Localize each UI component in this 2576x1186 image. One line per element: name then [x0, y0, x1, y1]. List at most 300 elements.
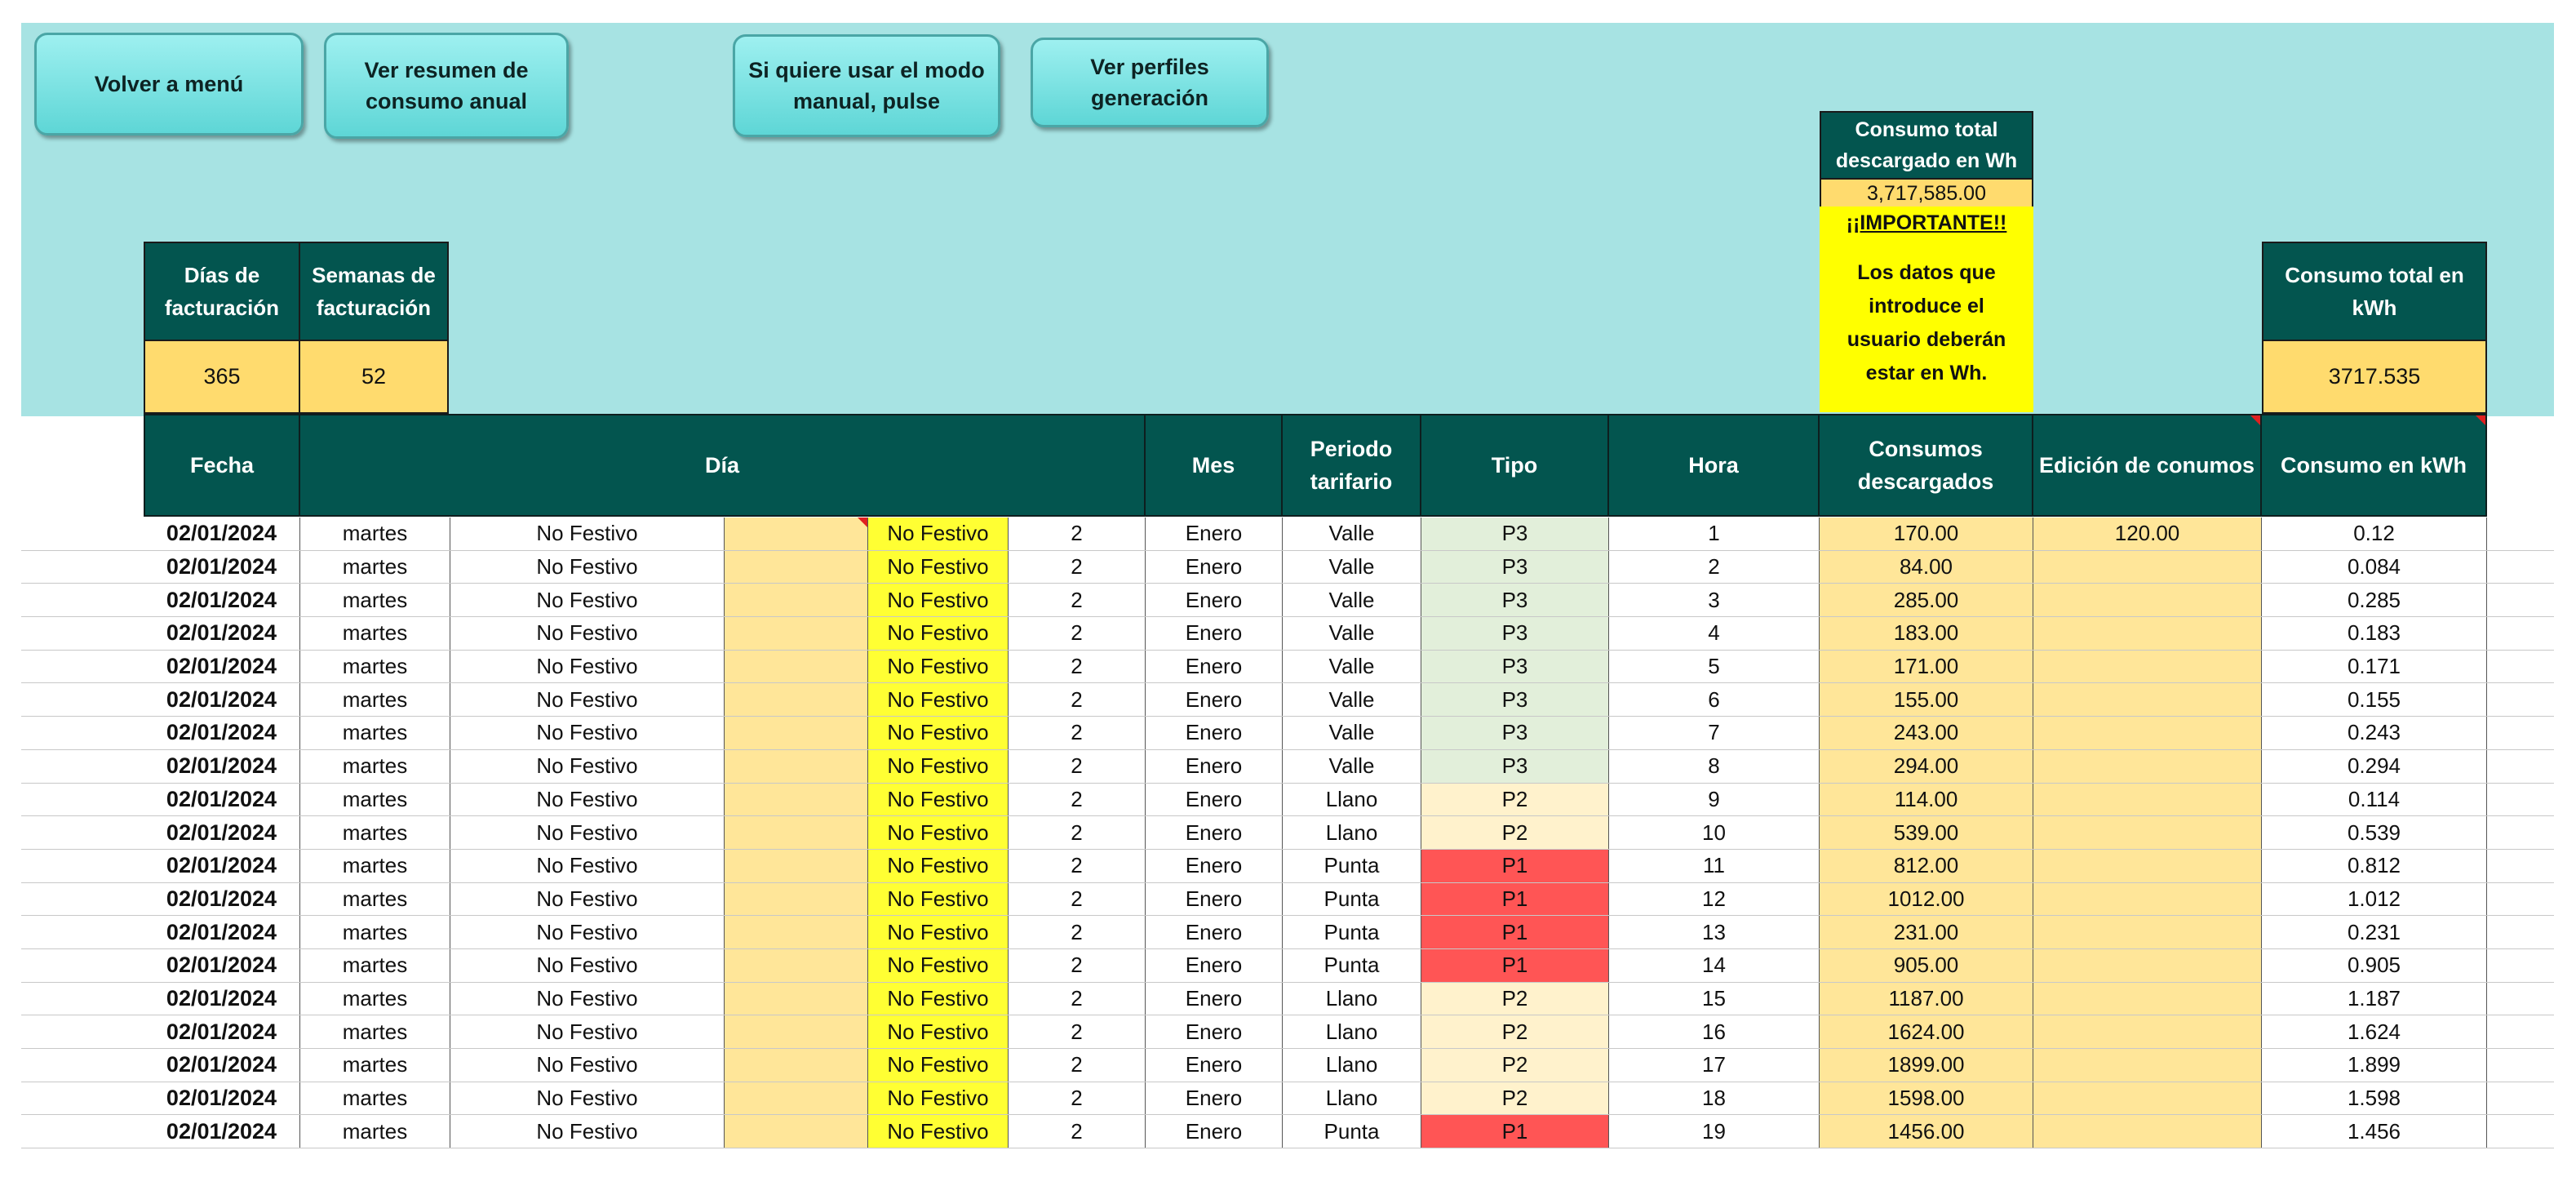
periodo-cell[interactable]: Punta	[1283, 949, 1421, 982]
table-row	[21, 816, 2554, 850]
tipo-cell[interactable]: P3	[1421, 551, 1609, 584]
row-gutter[interactable]	[21, 750, 144, 783]
hora-cell[interactable]: 5	[1609, 651, 1820, 683]
dia-cell[interactable]: martes	[300, 883, 450, 916]
mes-cell[interactable]: Enero	[1146, 983, 1283, 1015]
consumo-cell[interactable]: 285.00	[1820, 584, 2033, 616]
blank-cell[interactable]	[725, 949, 868, 982]
row-gutter[interactable]	[21, 883, 144, 916]
col-fecha: Fecha	[144, 414, 300, 517]
fecha-cell[interactable]: 02/01/2024	[144, 983, 300, 1015]
table-row	[21, 883, 2554, 917]
periodo-cell[interactable]: Llano	[1283, 1015, 1421, 1048]
hora-cell[interactable]: 18	[1609, 1082, 1820, 1115]
blank-cell[interactable]	[725, 617, 868, 650]
table-row	[21, 517, 2554, 551]
kwh-cell[interactable]: 0.243	[2262, 717, 2487, 749]
hora-cell[interactable]: 9	[1609, 784, 1820, 816]
hora-cell[interactable]: 2	[1609, 551, 1820, 584]
dia-cell[interactable]: martes	[300, 1115, 450, 1148]
blank-cell[interactable]	[725, 551, 868, 584]
blank-cell[interactable]	[725, 750, 868, 783]
festivo-cell[interactable]: No Festivo	[450, 1082, 725, 1115]
fecha-cell[interactable]: 02/01/2024	[144, 916, 300, 948]
periodo-cell[interactable]: Punta	[1283, 850, 1421, 882]
dia-cell[interactable]: martes	[300, 517, 450, 550]
dia-cell[interactable]: martes	[300, 850, 450, 882]
festivo-cell[interactable]: No Festivo	[450, 1015, 725, 1048]
dia-num-cell[interactable]: 2	[1009, 983, 1146, 1015]
tipo-cell[interactable]: P1	[1421, 1115, 1609, 1148]
periodo-cell[interactable]: Valle	[1283, 517, 1421, 550]
dia-num-cell[interactable]: 2	[1009, 750, 1146, 783]
dia-num-cell[interactable]: 2	[1009, 1115, 1146, 1148]
ver-perfiles-button[interactable]: Ver perfiles generación	[1031, 38, 1269, 127]
edicion-cell[interactable]	[2033, 784, 2262, 816]
edicion-cell[interactable]	[2033, 1015, 2262, 1048]
fecha-cell[interactable]: 02/01/2024	[144, 949, 300, 982]
col-periodo: Periodo tarifario	[1283, 414, 1421, 517]
edicion-cell[interactable]	[2033, 816, 2262, 849]
fecha-cell[interactable]: 02/01/2024	[144, 750, 300, 783]
dia-cell[interactable]: martes	[300, 983, 450, 1015]
column-headers	[144, 414, 2487, 517]
festivo-cell[interactable]: No Festivo	[450, 816, 725, 849]
edicion-cell[interactable]: 120.00	[2033, 517, 2262, 550]
festivo-cell[interactable]: No Festivo	[450, 551, 725, 584]
festivo-flag-cell[interactable]: No Festivo	[868, 1015, 1009, 1048]
blank-cell[interactable]	[725, 1015, 868, 1048]
edicion-cell[interactable]	[2033, 584, 2262, 616]
mes-cell[interactable]: Enero	[1146, 1015, 1283, 1048]
edicion-cell[interactable]	[2033, 683, 2262, 716]
edicion-cell[interactable]	[2033, 883, 2262, 916]
fecha-cell[interactable]: 02/01/2024	[144, 784, 300, 816]
kwh-cell[interactable]: 0.231	[2262, 916, 2487, 948]
row-gutter[interactable]	[21, 949, 144, 982]
festivo-flag-cell[interactable]: No Festivo	[868, 784, 1009, 816]
mes-cell[interactable]: Enero	[1146, 584, 1283, 616]
fecha-cell[interactable]: 02/01/2024	[144, 850, 300, 882]
festivo-cell[interactable]: No Festivo	[450, 584, 725, 616]
col-mes: Mes	[1146, 414, 1283, 517]
blank-cell[interactable]	[725, 1049, 868, 1082]
fecha-cell[interactable]: 02/01/2024	[144, 816, 300, 849]
tipo-cell[interactable]: P1	[1421, 883, 1609, 916]
row-gutter[interactable]	[21, 584, 144, 616]
row-gutter[interactable]	[21, 717, 144, 749]
periodo-cell[interactable]: Valle	[1283, 683, 1421, 716]
mes-cell[interactable]: Enero	[1146, 617, 1283, 650]
dia-num-cell[interactable]: 2	[1009, 683, 1146, 716]
dia-cell[interactable]: martes	[300, 584, 450, 616]
tipo-cell[interactable]: P3	[1421, 683, 1609, 716]
blank-cell[interactable]	[725, 983, 868, 1015]
kwh-cell[interactable]: 0.294	[2262, 750, 2487, 783]
consumo-cell[interactable]: 171.00	[1820, 651, 2033, 683]
modo-manual-button[interactable]: Si quiere usar el modo manual, pulse	[733, 34, 1000, 137]
comment-marker[interactable]	[2250, 415, 2260, 425]
periodo-cell[interactable]: Valle	[1283, 617, 1421, 650]
dia-num-cell[interactable]: 2	[1009, 883, 1146, 916]
fecha-cell[interactable]: 02/01/2024	[144, 1049, 300, 1082]
mes-cell[interactable]: Enero	[1146, 916, 1283, 948]
tipo-cell[interactable]: P1	[1421, 949, 1609, 982]
blank-cell[interactable]	[725, 584, 868, 616]
hora-cell[interactable]: 3	[1609, 584, 1820, 616]
comment-marker[interactable]	[2476, 415, 2485, 425]
festivo-cell[interactable]: No Festivo	[450, 949, 725, 982]
dia-cell[interactable]: martes	[300, 617, 450, 650]
fecha-cell[interactable]: 02/01/2024	[144, 1115, 300, 1148]
fecha-cell[interactable]: 02/01/2024	[144, 717, 300, 749]
blank-cell[interactable]	[725, 816, 868, 849]
mes-cell[interactable]: Enero	[1146, 1082, 1283, 1115]
row-gutter[interactable]	[21, 1049, 144, 1082]
periodo-cell[interactable]: Punta	[1283, 916, 1421, 948]
festivo-flag-cell[interactable]: No Festivo	[868, 1115, 1009, 1148]
dia-cell[interactable]: martes	[300, 816, 450, 849]
dia-num-cell[interactable]: 2	[1009, 551, 1146, 584]
ver-resumen-button[interactable]: Ver resumen de consumo anual	[324, 33, 569, 139]
dia-cell[interactable]: martes	[300, 651, 450, 683]
consumo-cell[interactable]: 1456.00	[1820, 1115, 2033, 1148]
mes-cell[interactable]: Enero	[1146, 850, 1283, 882]
volver-menu-button[interactable]: Volver a menú	[34, 33, 304, 135]
festivo-flag-cell[interactable]: No Festivo	[868, 850, 1009, 882]
dia-cell[interactable]: martes	[300, 551, 450, 584]
tipo-cell[interactable]: P2	[1421, 784, 1609, 816]
festivo-flag-cell[interactable]: No Festivo	[868, 517, 1009, 550]
hora-cell[interactable]: 8	[1609, 750, 1820, 783]
kwh-cell[interactable]: 1.187	[2262, 983, 2487, 1015]
tipo-cell[interactable]: P2	[1421, 816, 1609, 849]
dia-cell[interactable]: martes	[300, 949, 450, 982]
blank-cell[interactable]	[725, 916, 868, 948]
consumo-cell[interactable]: 294.00	[1820, 750, 2033, 783]
fecha-cell[interactable]: 02/01/2024	[144, 883, 300, 916]
hora-cell[interactable]: 11	[1609, 850, 1820, 882]
dias-facturacion-value[interactable]: 365	[144, 340, 300, 414]
dia-num-cell[interactable]: 2	[1009, 784, 1146, 816]
festivo-cell[interactable]: No Festivo	[450, 850, 725, 882]
periodo-cell[interactable]: Punta	[1283, 1115, 1421, 1148]
kwh-cell[interactable]: 0.539	[2262, 816, 2487, 849]
festivo-cell[interactable]: No Festivo	[450, 983, 725, 1015]
consumo-total-kwh-label: Consumo total en kWh	[2262, 242, 2487, 341]
blank-cell[interactable]	[725, 850, 868, 882]
row-gutter[interactable]	[21, 651, 144, 683]
hora-cell[interactable]: 17	[1609, 1049, 1820, 1082]
mes-cell[interactable]: Enero	[1146, 717, 1283, 749]
tipo-cell[interactable]: P3	[1421, 750, 1609, 783]
dia-num-cell[interactable]: 2	[1009, 584, 1146, 616]
semanas-facturacion-value[interactable]: 52	[299, 340, 449, 414]
blank-cell[interactable]	[725, 1115, 868, 1148]
dia-num-cell[interactable]: 2	[1009, 949, 1146, 982]
consumo-cell[interactable]: 539.00	[1820, 816, 2033, 849]
dia-num-cell[interactable]: 2	[1009, 1082, 1146, 1115]
mes-cell[interactable]: Enero	[1146, 750, 1283, 783]
comment-marker[interactable]	[858, 517, 867, 527]
edicion-cell[interactable]	[2033, 949, 2262, 982]
table-row	[21, 651, 2554, 684]
col-consumos: Consumos descargados	[1820, 414, 2033, 517]
mes-cell[interactable]: Enero	[1146, 1115, 1283, 1148]
dia-num-cell[interactable]: 2	[1009, 816, 1146, 849]
edicion-cell[interactable]	[2033, 850, 2262, 882]
festivo-flag-cell[interactable]: No Festivo	[868, 1082, 1009, 1115]
consumo-cell[interactable]: 114.00	[1820, 784, 2033, 816]
mes-cell[interactable]: Enero	[1146, 683, 1283, 716]
data-table	[21, 517, 2554, 1148]
festivo-cell[interactable]: No Festivo	[450, 683, 725, 716]
festivo-cell[interactable]: No Festivo	[450, 1049, 725, 1082]
edicion-cell[interactable]	[2033, 717, 2262, 749]
dia-num-cell[interactable]: 2	[1009, 850, 1146, 882]
consumo-cell[interactable]: 1598.00	[1820, 1082, 2033, 1115]
periodo-cell[interactable]: Llano	[1283, 816, 1421, 849]
hora-cell[interactable]: 6	[1609, 683, 1820, 716]
periodo-cell[interactable]: Valle	[1283, 584, 1421, 616]
tipo-cell[interactable]: P1	[1421, 916, 1609, 948]
row-gutter[interactable]	[21, 916, 144, 948]
kwh-cell[interactable]: 1.012	[2262, 883, 2487, 916]
edicion-cell[interactable]	[2033, 551, 2262, 584]
row-gutter[interactable]	[21, 816, 144, 849]
dia-cell[interactable]: martes	[300, 1049, 450, 1082]
periodo-cell[interactable]: Punta	[1283, 883, 1421, 916]
importante-notice	[1820, 207, 2033, 412]
row-gutter[interactable]	[21, 617, 144, 650]
festivo-cell[interactable]: No Festivo	[450, 784, 725, 816]
periodo-cell[interactable]: Valle	[1283, 651, 1421, 683]
kwh-cell[interactable]: 1.624	[2262, 1015, 2487, 1048]
festivo-cell[interactable]: No Festivo	[450, 651, 725, 683]
mes-cell[interactable]: Enero	[1146, 651, 1283, 683]
kwh-cell[interactable]: 1.899	[2262, 1049, 2487, 1082]
blank-cell[interactable]	[725, 683, 868, 716]
kwh-cell[interactable]: 0.812	[2262, 850, 2487, 882]
hora-cell[interactable]: 13	[1609, 916, 1820, 948]
edicion-cell[interactable]	[2033, 1082, 2262, 1115]
consumo-cell[interactable]: 231.00	[1820, 916, 2033, 948]
fecha-cell[interactable]: 02/01/2024	[144, 683, 300, 716]
tipo-cell[interactable]: P2	[1421, 983, 1609, 1015]
festivo-flag-cell[interactable]: No Festivo	[868, 916, 1009, 948]
dia-cell[interactable]: martes	[300, 683, 450, 716]
consumo-cell[interactable]: 1624.00	[1820, 1015, 2033, 1048]
hora-cell[interactable]: 16	[1609, 1015, 1820, 1048]
row-gutter[interactable]	[21, 1115, 144, 1148]
festivo-flag-cell[interactable]: No Festivo	[868, 717, 1009, 749]
dia-num-cell[interactable]: 2	[1009, 1049, 1146, 1082]
fecha-cell[interactable]: 02/01/2024	[144, 584, 300, 616]
mes-cell[interactable]: Enero	[1146, 784, 1283, 816]
festivo-flag-cell[interactable]: No Festivo	[868, 949, 1009, 982]
consumo-cell[interactable]: 1012.00	[1820, 883, 2033, 916]
consumo-total-kwh-value: 3717.535	[2262, 340, 2487, 414]
table-row	[21, 983, 2554, 1016]
fecha-cell[interactable]: 02/01/2024	[144, 517, 300, 550]
row-gutter[interactable]	[21, 683, 144, 716]
blank-cell[interactable]	[725, 517, 868, 550]
dia-cell[interactable]: martes	[300, 784, 450, 816]
fecha-cell[interactable]: 02/01/2024	[144, 1015, 300, 1048]
consumo-cell[interactable]: 1899.00	[1820, 1049, 2033, 1082]
festivo-cell[interactable]: No Festivo	[450, 617, 725, 650]
dia-cell[interactable]: martes	[300, 916, 450, 948]
dia-cell[interactable]: martes	[300, 750, 450, 783]
fecha-cell[interactable]: 02/01/2024	[144, 551, 300, 584]
hora-cell[interactable]: 12	[1609, 883, 1820, 916]
festivo-cell[interactable]: No Festivo	[450, 1115, 725, 1148]
mes-cell[interactable]: Enero	[1146, 949, 1283, 982]
festivo-cell[interactable]: No Festivo	[450, 717, 725, 749]
consumo-total-wh-value: 3,717,585.00	[1820, 178, 2033, 209]
kwh-cell[interactable]: 0.171	[2262, 651, 2487, 683]
festivo-flag-cell[interactable]: No Festivo	[868, 584, 1009, 616]
mes-cell[interactable]: Enero	[1146, 883, 1283, 916]
festivo-cell[interactable]: No Festivo	[450, 750, 725, 783]
table-row	[21, 1015, 2554, 1049]
edicion-cell[interactable]	[2033, 983, 2262, 1015]
mes-cell[interactable]: Enero	[1146, 1049, 1283, 1082]
blank-cell[interactable]	[725, 651, 868, 683]
kwh-cell[interactable]: 0.084	[2262, 551, 2487, 584]
table-row	[21, 850, 2554, 883]
row-gutter[interactable]	[21, 1015, 144, 1048]
festivo-flag-cell[interactable]: No Festivo	[868, 551, 1009, 584]
dia-num-cell[interactable]: 2	[1009, 517, 1146, 550]
hora-cell[interactable]: 14	[1609, 949, 1820, 982]
kwh-cell[interactable]: 0.155	[2262, 683, 2487, 716]
dia-num-cell[interactable]: 2	[1009, 651, 1146, 683]
periodo-cell[interactable]: Valle	[1283, 750, 1421, 783]
row-gutter[interactable]	[21, 551, 144, 584]
festivo-cell[interactable]: No Festivo	[450, 517, 725, 550]
table-row	[21, 784, 2554, 817]
tipo-cell[interactable]: P1	[1421, 850, 1609, 882]
blank-cell[interactable]	[725, 784, 868, 816]
tipo-cell[interactable]: P2	[1421, 1049, 1609, 1082]
kwh-cell[interactable]: 1.598	[2262, 1082, 2487, 1115]
tipo-cell[interactable]: P3	[1421, 517, 1609, 550]
fecha-cell[interactable]: 02/01/2024	[144, 617, 300, 650]
dia-cell[interactable]: martes	[300, 1015, 450, 1048]
notice-title: ¡¡IMPORTANTE!!	[1846, 211, 2007, 234]
dia-num-cell[interactable]: 2	[1009, 617, 1146, 650]
consumo-cell[interactable]: 905.00	[1820, 949, 2033, 982]
festivo-flag-cell[interactable]: No Festivo	[868, 651, 1009, 683]
fecha-cell[interactable]: 02/01/2024	[144, 651, 300, 683]
consumo-total-wh-label: Consumo total descargado en Wh	[1820, 111, 2033, 180]
dia-cell[interactable]: martes	[300, 1082, 450, 1115]
festivo-cell[interactable]: No Festivo	[450, 883, 725, 916]
table-row	[21, 949, 2554, 983]
blank-cell[interactable]	[725, 883, 868, 916]
row-gutter[interactable]	[21, 850, 144, 882]
row-gutter[interactable]	[21, 983, 144, 1015]
kwh-cell[interactable]: 0.12	[2262, 517, 2487, 550]
notice-body: Los datos que introduce el usuario deberán estar en Wh.	[1847, 261, 2006, 384]
edicion-cell[interactable]	[2033, 617, 2262, 650]
dia-num-cell[interactable]: 2	[1009, 717, 1146, 749]
hora-cell[interactable]: 7	[1609, 717, 1820, 749]
hora-cell[interactable]: 4	[1609, 617, 1820, 650]
tipo-cell[interactable]: P3	[1421, 617, 1609, 650]
kwh-cell[interactable]: 0.285	[2262, 584, 2487, 616]
festivo-flag-cell[interactable]: No Festivo	[868, 1049, 1009, 1082]
dia-cell[interactable]: martes	[300, 717, 450, 749]
dia-num-cell[interactable]: 2	[1009, 916, 1146, 948]
dia-num-cell[interactable]: 2	[1009, 1015, 1146, 1048]
hora-cell[interactable]: 1	[1609, 517, 1820, 550]
edicion-cell[interactable]	[2033, 651, 2262, 683]
tipo-cell[interactable]: P3	[1421, 584, 1609, 616]
periodo-cell[interactable]: Llano	[1283, 983, 1421, 1015]
consumo-cell[interactable]: 183.00	[1820, 617, 2033, 650]
table-row	[21, 1115, 2554, 1148]
edicion-cell[interactable]	[2033, 750, 2262, 783]
festivo-flag-cell[interactable]: No Festivo	[868, 750, 1009, 783]
festivo-cell[interactable]: No Festivo	[450, 916, 725, 948]
periodo-cell[interactable]: Llano	[1283, 1082, 1421, 1115]
tipo-cell[interactable]: P2	[1421, 1015, 1609, 1048]
hora-cell[interactable]: 19	[1609, 1115, 1820, 1148]
consumo-cell[interactable]: 155.00	[1820, 683, 2033, 716]
kwh-cell[interactable]: 0.114	[2262, 784, 2487, 816]
kwh-cell[interactable]: 1.456	[2262, 1115, 2487, 1148]
edicion-cell[interactable]	[2033, 1049, 2262, 1082]
tipo-cell[interactable]: P2	[1421, 1082, 1609, 1115]
tipo-cell[interactable]: P3	[1421, 651, 1609, 683]
edicion-cell[interactable]	[2033, 1115, 2262, 1148]
edicion-cell[interactable]	[2033, 916, 2262, 948]
blank-cell[interactable]	[725, 717, 868, 749]
festivo-flag-cell[interactable]: No Festivo	[868, 883, 1009, 916]
row-gutter[interactable]	[21, 1082, 144, 1115]
mes-cell[interactable]: Enero	[1146, 551, 1283, 584]
consumo-cell[interactable]: 170.00	[1820, 517, 2033, 550]
periodo-cell[interactable]: Valle	[1283, 551, 1421, 584]
blank-cell[interactable]	[725, 1082, 868, 1115]
consumo-cell[interactable]: 1187.00	[1820, 983, 2033, 1015]
table-row	[21, 1082, 2554, 1116]
festivo-flag-cell[interactable]: No Festivo	[868, 816, 1009, 849]
consumo-cell[interactable]: 812.00	[1820, 850, 2033, 882]
consumo-cell[interactable]: 243.00	[1820, 717, 2033, 749]
kwh-cell[interactable]: 0.183	[2262, 617, 2487, 650]
mes-cell[interactable]: Enero	[1146, 517, 1283, 550]
periodo-cell[interactable]: Llano	[1283, 1049, 1421, 1082]
hora-cell[interactable]: 10	[1609, 816, 1820, 849]
row-gutter[interactable]	[21, 517, 144, 550]
kwh-cell[interactable]: 0.905	[2262, 949, 2487, 982]
festivo-flag-cell[interactable]: No Festivo	[868, 683, 1009, 716]
festivo-flag-cell[interactable]: No Festivo	[868, 617, 1009, 650]
hora-cell[interactable]: 15	[1609, 983, 1820, 1015]
mes-cell[interactable]: Enero	[1146, 816, 1283, 849]
periodo-cell[interactable]: Valle	[1283, 717, 1421, 749]
row-gutter[interactable]	[21, 784, 144, 816]
fecha-cell[interactable]: 02/01/2024	[144, 1082, 300, 1115]
col-tipo: Tipo	[1421, 414, 1609, 517]
festivo-flag-cell[interactable]: No Festivo	[868, 983, 1009, 1015]
consumo-cell[interactable]: 84.00	[1820, 551, 2033, 584]
tipo-cell[interactable]: P3	[1421, 717, 1609, 749]
periodo-cell[interactable]: Llano	[1283, 784, 1421, 816]
